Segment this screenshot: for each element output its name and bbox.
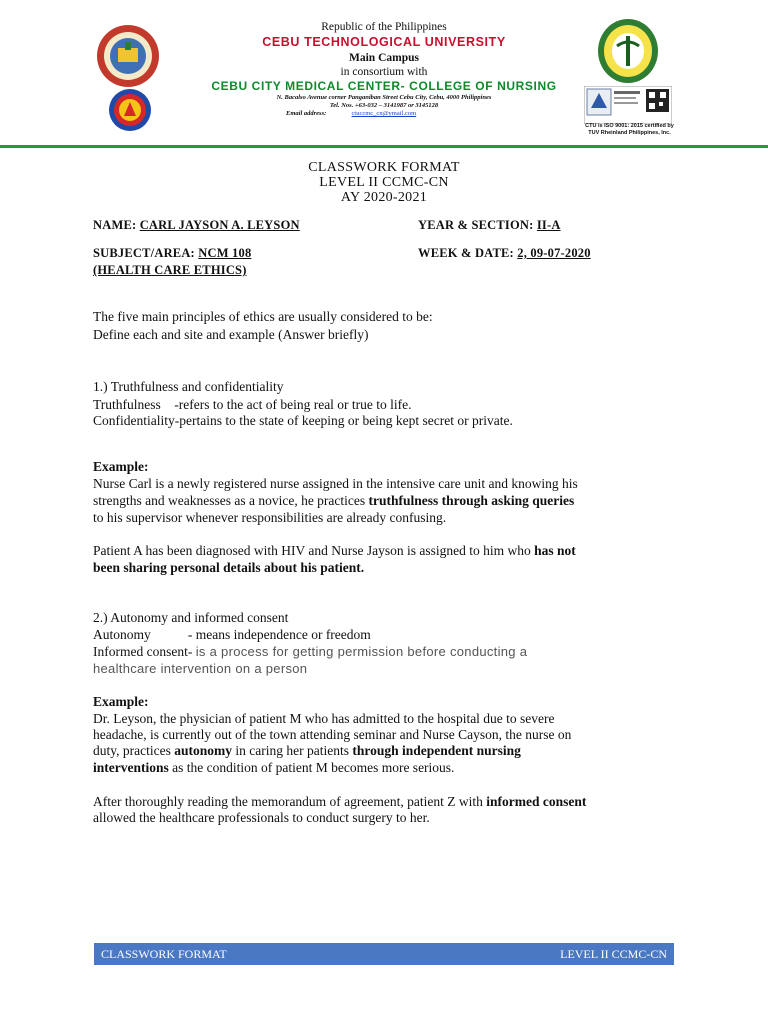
week-date-field <box>418 246 591 261</box>
college-name: CEBU CITY MEDICAL CENTER- COLLEGE OF NURSING <box>211 79 557 93</box>
section2-heading: 2.) Autonomy and informed consent <box>93 610 289 625</box>
campus-name: Main Campus <box>349 52 419 64</box>
intro-line-1: The five main principles of ethics are usually considered to be: <box>93 309 433 324</box>
section1-heading: 1.) Truthfulness and confidentiality <box>93 379 284 394</box>
subject-value: NCM 108 <box>198 246 252 260</box>
subject-label: SUBJECT/AREA: <box>93 246 195 260</box>
name-label: NAME: <box>93 218 137 232</box>
year-section-value: II-A <box>536 218 561 232</box>
section2-definition-continued: healthcare intervention on a person <box>93 661 308 676</box>
section2-definition-informed-consent <box>93 644 527 661</box>
informed-consent-definition: is a process for getting permission before conducting a <box>195 644 528 659</box>
year-section-field <box>418 218 561 233</box>
week-date-value: 2, 09-07-2020 <box>517 246 591 260</box>
republic-line: Republic of the Philippines <box>321 21 447 33</box>
section1-example2-emphasis: has not <box>534 543 576 558</box>
section1-example1-line1: Nurse Carl is a newly registered nurse assigned in the intensive care unit and knowing his <box>93 476 578 491</box>
section2-example1-emphasis-c: interventions <box>93 760 169 775</box>
email-label: Email address: <box>286 110 327 117</box>
doc-title-line3: AY 2020-2021 <box>340 190 428 205</box>
section2-example1-line2: headache, is currently out of the town attending seminar and Nurse Cayson, the nurse on <box>93 727 572 742</box>
section2-example-label: Example: <box>93 694 149 709</box>
section1-example2-line2: been sharing personal details about his patient. <box>93 560 365 575</box>
section2-example1-line4 <box>93 760 454 777</box>
section1-example1-line2 <box>93 493 574 510</box>
section1-example2-line1 <box>93 543 576 560</box>
section2-example1-emphasis-b: through independent nursing <box>352 743 521 758</box>
telephone-line: Tel. Nos. +63-032 – 3141987 or 3145128 <box>329 102 439 109</box>
section2-example1-line1: Dr. Leyson, the physician of patient M who has admitted to the hospital due to severe <box>93 711 555 726</box>
iso-certification-text: CTU is ISO 9001: 2015 certified by TUV Rheinland Philippines, Inc. <box>585 123 674 136</box>
section2-example1-line3 <box>93 743 521 760</box>
week-date-label: WEEK & DATE: <box>418 246 514 260</box>
address-line: N. Bacalso Avenue corner Panganiban Street Cebu City, Cebu, 4000 Philippines <box>276 94 492 101</box>
section2-example1-text-c: as the condition of patient M becomes more serious. <box>168 760 455 775</box>
section2-example2-emphasis: informed consent <box>486 794 587 809</box>
section1-example1-line3: to his supervisor whenever responsibilities are already confusing. <box>93 510 447 525</box>
section2-example2-line1 <box>93 794 586 811</box>
email-line <box>286 110 416 117</box>
section2-example2-text: After thoroughly reading the memorandum of agreement, patient Z with <box>93 794 487 809</box>
name-field <box>93 218 300 233</box>
subject-value-continued: (HEALTH CARE ETHICS) <box>93 263 247 277</box>
section1-example-label: Example: <box>93 459 149 474</box>
footer-right-text: LEVEL II CCMC-CN <box>560 947 667 961</box>
footer-left-text: CLASSWORK FORMAT <box>101 947 227 961</box>
section1-definition-truthfulness: Truthfulness -refers to the act of being real or true to life. <box>93 397 412 412</box>
doc-title-line2: LEVEL II CCMC-CN <box>319 175 449 190</box>
section1-example1-emphasis: truthfulness through asking queries <box>368 493 575 508</box>
email-link[interactable]: ctuccmc_cn@ymail.com <box>351 110 417 117</box>
header-divider <box>0 145 768 148</box>
consortium-line: in consortium with <box>340 66 428 78</box>
section2-example1-emphasis-a: autonomy <box>174 743 232 758</box>
section1-example1-text: strengths and weaknesses as a novice, he practices <box>93 493 369 508</box>
page-footer <box>94 943 674 965</box>
section2-definition-autonomy: Autonomy - means independence or freedom <box>93 627 371 642</box>
section1-example2-text: Patient A has been diagnosed with HIV and Nurse Jayson is assigned to him who <box>93 543 535 558</box>
year-section-label: YEAR & SECTION: <box>418 218 534 232</box>
university-name: CEBU TECHNOLOGICAL UNIVERSITY <box>262 35 506 49</box>
intro-line-2: Define each and site and example (Answer briefly) <box>93 327 369 342</box>
doc-title-line1: CLASSWORK FORMAT <box>308 160 460 175</box>
name-value: CARL JAYSON A. LEYSON <box>139 218 300 232</box>
informed-consent-term: Informed consent- <box>93 644 196 659</box>
section2-example1-text-b: in caring her patients <box>231 743 353 758</box>
section1-definition-confidentiality: Confidentiality-pertains to the state of keeping or being kept secret or private. <box>93 413 513 428</box>
section2-example2-line2: allowed the healthcare professionals to conduct surgery to her. <box>93 810 430 825</box>
subject-field <box>93 246 251 261</box>
section2-example1-text-a: duty, practices <box>93 743 175 758</box>
